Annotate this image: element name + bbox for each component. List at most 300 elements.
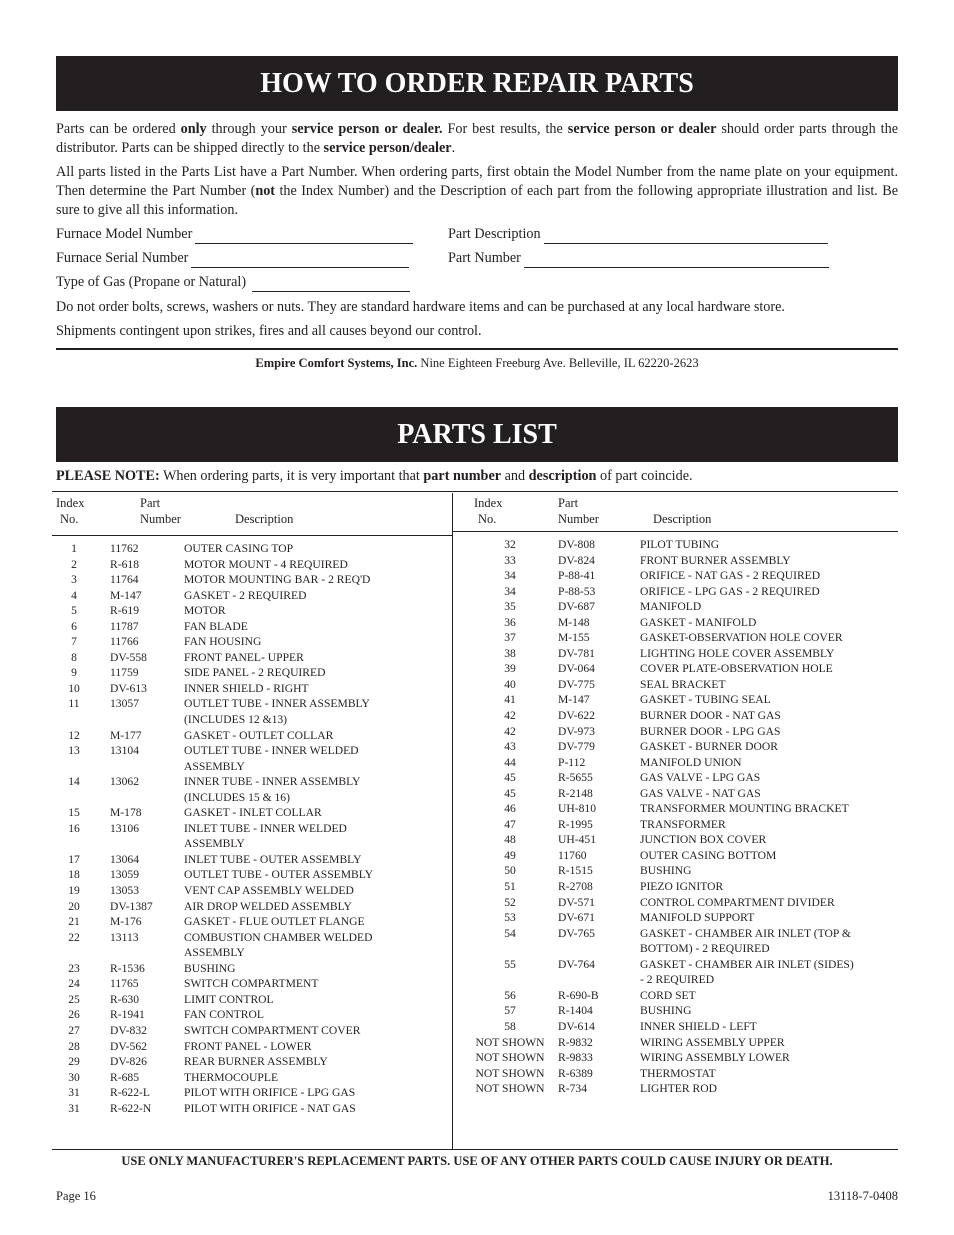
description-cell: ASSEMBLY [184, 759, 245, 773]
table-row [56, 930, 399, 946]
table-row [472, 615, 880, 631]
order-paragraph-2 [56, 163, 898, 220]
description-cell: BURNER DOOR - NAT GAS [640, 709, 781, 723]
index-cell: 39 [504, 662, 516, 676]
index-cell: 19 [68, 884, 80, 898]
table-row [472, 770, 880, 786]
part-number-cell: P-112 [558, 755, 586, 769]
part-number-cell: M-176 [110, 915, 142, 929]
index-cell: 18 [68, 868, 80, 882]
part-number-cell: M-178 [110, 806, 142, 820]
order-paragraph-4: Shipments contingent upon strikes, fires and all causes beyond our control. [56, 323, 482, 339]
part-number-cell: DV-064 [558, 662, 595, 676]
section-divider [56, 348, 898, 350]
part-number-cell: R-630 [110, 992, 139, 1006]
table-row [472, 863, 880, 879]
part-number-cell [92, 836, 184, 852]
part-number-cell: DV-775 [558, 677, 595, 691]
bold-text: description [528, 468, 597, 484]
table-row [56, 961, 399, 977]
right-index-header-line2: No. [478, 512, 497, 526]
part-number-cell: R-6389 [558, 1066, 593, 1080]
description-cell: ASSEMBLY [184, 837, 245, 851]
part-number-cell: M-147 [110, 588, 142, 602]
part-number-cell: M-148 [558, 615, 590, 629]
part-number-cell: 11759 [110, 666, 139, 680]
left-header-rule [52, 535, 452, 536]
description-cell: COVER PLATE-OBSERVATION HOLE [640, 662, 833, 676]
table-row [56, 603, 399, 619]
index-cell [472, 972, 548, 988]
table-row [56, 1007, 399, 1023]
column-divider [452, 493, 453, 1149]
right-header-rule [453, 531, 898, 532]
bold-text: service person or dealer [567, 121, 717, 137]
table-row [56, 712, 399, 728]
table-row [56, 852, 399, 868]
table-row [56, 867, 399, 883]
description-cell: (INCLUDES 15 & 16) [184, 790, 290, 804]
part-description-field[interactable] [448, 225, 828, 244]
bold-text: service person/dealer [323, 140, 452, 156]
description-cell: CONTROL COMPARTMENT DIVIDER [640, 895, 835, 909]
table-row [472, 646, 880, 662]
part-number-cell [92, 945, 184, 961]
index-cell: 25 [68, 992, 80, 1006]
part-number-cell: DV-671 [558, 911, 595, 925]
description-cell: AIR DROP WELDED ASSEMBLY [184, 899, 352, 913]
part-number-cell: R-1995 [558, 817, 593, 831]
right-index-header [474, 495, 502, 527]
bold-text: PLEASE NOTE: [56, 468, 160, 484]
index-cell: 50 [504, 864, 516, 878]
description-cell: GAS VALVE - LPG GAS [640, 771, 761, 785]
description-cell: SWITCH COMPARTMENT COVER [184, 1023, 361, 1037]
part-number-blank[interactable] [524, 255, 829, 268]
index-cell: 40 [504, 677, 516, 691]
index-cell: 15 [68, 806, 80, 820]
left-part-header [140, 495, 181, 527]
text-run: should order parts through the distributor. Parts can be shipped directly to the [56, 121, 898, 156]
index-cell: 56 [504, 988, 516, 1002]
index-cell: 31 [68, 1101, 80, 1115]
index-cell: 41 [504, 693, 516, 707]
part-number-cell: DV-558 [110, 650, 147, 664]
description-cell: MANIFOLD SUPPORT [640, 911, 755, 925]
table-row [472, 739, 880, 755]
document-number: 13118-7-0408 [827, 1189, 898, 1203]
description-cell: ORIFICE - LPG GAS - 2 REQUIRED [640, 584, 820, 598]
bold-text: not [255, 183, 276, 199]
table-row [56, 759, 399, 775]
description-cell: LIGHTER ROD [640, 1082, 717, 1096]
gas-type-blank[interactable] [252, 279, 410, 292]
table-row [56, 572, 399, 588]
table-row [472, 926, 880, 942]
serial-number-blank[interactable] [191, 255, 409, 268]
description-cell: FAN CONTROL [184, 1008, 264, 1022]
index-cell: 5 [71, 604, 77, 618]
part-number-cell [92, 759, 184, 775]
part-number-cell: 11762 [110, 542, 139, 555]
index-cell: 3 [71, 573, 77, 587]
part-number-field[interactable] [448, 249, 829, 268]
index-cell: 32 [504, 538, 516, 551]
index-cell: 12 [68, 728, 80, 742]
table-row [472, 972, 880, 988]
table-row [56, 1085, 399, 1101]
part-number-cell: R-734 [558, 1082, 587, 1096]
description-cell: WIRING ASSEMBLY UPPER [640, 1035, 785, 1049]
description-cell: GASKET - CHAMBER AIR INLET (SIDES) [640, 957, 854, 971]
index-cell: 2 [71, 557, 77, 571]
part-number-cell: 13106 [110, 821, 139, 835]
description-cell: INLET TUBE - INNER WELDED [184, 821, 347, 835]
table-row [56, 883, 399, 899]
part-number-cell: P-88-53 [558, 584, 596, 598]
part-number-cell [548, 941, 640, 957]
table-row [56, 899, 399, 915]
bold-text: part number [423, 468, 502, 484]
index-cell: 36 [504, 615, 516, 629]
part-number-label: Part Number [448, 250, 521, 266]
table-row [56, 805, 399, 821]
description-cell: GASKET - INLET COLLAR [184, 806, 322, 820]
bold-text: service person or dealer. [291, 121, 443, 137]
part-number-cell [548, 972, 640, 988]
table-row [472, 599, 880, 615]
index-cell: 21 [68, 915, 80, 929]
part-number-cell: R-622-N [110, 1101, 152, 1115]
part-number-cell: 11765 [110, 977, 139, 991]
part-number-cell: 13059 [110, 868, 139, 882]
part-number-cell: R-9832 [558, 1035, 593, 1049]
right-description-header-text: Description [653, 512, 712, 526]
table-row [56, 619, 399, 635]
part-number-cell: R-618 [110, 557, 139, 571]
table-row [472, 661, 880, 677]
part-number-cell: R-619 [110, 604, 139, 618]
table-row [472, 537, 880, 553]
gas-type-field[interactable] [56, 273, 410, 292]
description-cell: GASKET - OUTLET COLLAR [184, 728, 334, 742]
index-cell: 33 [504, 553, 516, 567]
description-cell: OUTLET TUBE - OUTER ASSEMBLY [184, 868, 374, 882]
table-row [56, 774, 399, 790]
description-cell: GASKET-OBSERVATION HOLE COVER [640, 631, 843, 645]
index-cell: 31 [68, 1086, 80, 1100]
index-cell: 26 [68, 1008, 80, 1022]
part-number-cell: 11766 [110, 635, 139, 649]
part-number-cell: DV-614 [558, 1019, 595, 1033]
description-cell: BUSHING [640, 864, 692, 878]
description-cell: THERMOCOUPLE [184, 1070, 279, 1084]
table-row [472, 1019, 880, 1035]
table-row [56, 541, 399, 557]
right-part-header-line2: Number [558, 512, 599, 526]
index-cell [56, 759, 92, 775]
index-cell: 9 [71, 666, 77, 680]
left-index-header-line1: Index [56, 496, 85, 510]
description-cell: FAN HOUSING [184, 635, 262, 649]
table-row [472, 677, 880, 693]
table-row [56, 743, 399, 759]
right-parts-list [472, 537, 880, 1097]
description-cell: SIDE PANEL - 2 REQUIRED [184, 666, 326, 680]
index-cell: 45 [504, 771, 516, 785]
description-cell: GASKET - TUBING SEAL [640, 693, 771, 707]
description-cell: LIGHTING HOLE COVER ASSEMBLY [640, 646, 835, 660]
description-cell: ASSEMBLY [184, 946, 245, 960]
index-cell: 17 [68, 852, 80, 866]
index-cell: 42 [504, 709, 516, 723]
description-cell: REAR BURNER ASSEMBLY [184, 1055, 328, 1069]
part-number-cell: M-155 [558, 631, 590, 645]
table-row [56, 914, 399, 930]
part-number-cell: DV-781 [558, 646, 595, 660]
description-cell: FRONT BURNER ASSEMBLY [640, 553, 791, 567]
description-cell: GASKET - BURNER DOOR [640, 740, 778, 754]
part-number-cell: DV-764 [558, 957, 595, 971]
part-number-cell: DV-571 [558, 895, 595, 909]
description-cell: FAN BLADE [184, 619, 248, 633]
description-cell: GASKET - CHAMBER AIR INLET (TOP & [640, 926, 851, 940]
index-cell: 16 [68, 821, 80, 835]
left-description-header [235, 511, 293, 527]
parts-list-title: PARTS LIST [56, 407, 898, 462]
index-cell: 44 [504, 755, 516, 769]
company-address: Nine Eighteen Freeburg Ave. Belleville, IL 62220-2623 [417, 356, 699, 370]
part-number-cell: M-147 [558, 693, 590, 707]
description-cell: OUTLET TUBE - INNER WELDED [184, 744, 359, 758]
model-number-field[interactable] [56, 225, 413, 244]
table-row [472, 724, 880, 740]
index-cell [56, 790, 92, 806]
description-cell: MOTOR MOUNTING BAR - 2 REQ'D [184, 573, 371, 587]
model-number-blank[interactable] [195, 231, 413, 244]
description-cell: INLET TUBE - OUTER ASSEMBLY [184, 852, 362, 866]
right-index-header-line1: Index [474, 496, 503, 510]
table-row [472, 957, 880, 973]
part-number-cell: DV-622 [558, 709, 595, 723]
table-row [56, 681, 399, 697]
index-cell: NOT SHOWN [475, 1082, 545, 1096]
description-cell: INNER SHIELD - LEFT [640, 1019, 757, 1033]
description-cell: INNER TUBE - INNER ASSEMBLY [184, 775, 361, 789]
index-cell: NOT SHOWN [475, 1051, 545, 1065]
text-run: through your [206, 121, 292, 137]
description-cell: MANIFOLD UNION [640, 755, 742, 769]
index-cell [56, 836, 92, 852]
please-note [56, 468, 693, 485]
table-row [56, 790, 399, 806]
part-number-cell: R-685 [110, 1070, 139, 1084]
description-cell: COMBUSTION CHAMBER WELDED [184, 930, 373, 944]
index-cell: 20 [68, 899, 80, 913]
text-run: . [451, 140, 456, 156]
index-cell: 29 [68, 1055, 80, 1069]
index-cell: 54 [504, 926, 516, 940]
description-cell: GASKET - 2 REQUIRED [184, 588, 307, 602]
index-cell: 45 [504, 786, 516, 800]
table-row [56, 1101, 399, 1117]
part-number-cell [92, 790, 184, 806]
table-row [472, 584, 880, 600]
table-row [56, 1070, 399, 1086]
company-line [56, 356, 898, 371]
part-number-cell: R-1941 [110, 1008, 145, 1022]
index-cell: 55 [504, 957, 516, 971]
part-number-cell: R-2148 [558, 786, 593, 800]
table-row [472, 786, 880, 802]
text-run: When ordering parts, it is very important that [159, 468, 424, 484]
index-cell: 13 [68, 744, 80, 758]
serial-number-label: Furnace Serial Number [56, 250, 189, 266]
description-cell: PILOT TUBING [640, 538, 720, 551]
part-number-cell: DV-613 [110, 681, 147, 695]
description-cell: MOTOR MOUNT - 4 REQUIRED [184, 557, 348, 571]
index-cell: 7 [71, 635, 77, 649]
description-cell: (INCLUDES 12 &13) [184, 713, 288, 727]
table-row [56, 836, 399, 852]
table-row [472, 1003, 880, 1019]
index-cell: 28 [68, 1039, 80, 1053]
index-cell: NOT SHOWN [475, 1066, 545, 1080]
table-row [56, 976, 399, 992]
index-cell: 43 [504, 740, 516, 754]
index-cell [56, 945, 92, 961]
part-number-cell: DV-1387 [110, 899, 153, 913]
part-description-label: Part Description [448, 226, 541, 242]
table-row [472, 895, 880, 911]
description-cell: TRANSFORMER MOUNTING BRACKET [640, 802, 849, 816]
table-row [56, 665, 399, 681]
description-cell: LIMIT CONTROL [184, 992, 274, 1006]
order-paragraph-1 [56, 120, 898, 158]
description-cell: BUSHING [640, 1004, 692, 1018]
description-cell: JUNCTION BOX COVER [640, 833, 767, 847]
index-cell [56, 712, 92, 728]
description-cell: PILOT WITH ORIFICE - NAT GAS [184, 1101, 356, 1115]
table-row [56, 588, 399, 604]
bold-text: only [180, 121, 207, 137]
text-run: All parts listed in the Parts List have a Part Number. When ordering parts, first obtain the Model Number from the name plate on your equipment. Then determine the Part Number ( [56, 164, 898, 199]
description-cell: SEAL BRACKET [640, 677, 726, 691]
warning-text: USE ONLY MANUFACTURER'S REPLACEMENT PARTS. USE OF ANY OTHER PARTS COULD CAUSE INJURY OR DEATH. [121, 1154, 833, 1168]
index-cell: 57 [504, 1004, 516, 1018]
index-cell: NOT SHOWN [475, 1035, 545, 1049]
table-row [472, 941, 880, 957]
index-cell: 42 [504, 724, 516, 738]
part-number-cell: 13113 [110, 930, 139, 944]
table-row [472, 801, 880, 817]
index-cell: 30 [68, 1070, 80, 1084]
table-row [56, 728, 399, 744]
text-run: For best results, the [442, 121, 568, 137]
serial-number-field[interactable] [56, 249, 409, 268]
table-row [56, 821, 399, 837]
description-cell: GASKET - MANIFOLD [640, 615, 757, 629]
part-number-cell: DV-973 [558, 724, 595, 738]
index-cell: 34 [504, 569, 516, 583]
description-cell: PIEZO IGNITOR [640, 880, 724, 894]
part-number-cell: DV-832 [110, 1023, 147, 1037]
description-cell: WIRING ASSEMBLY LOWER [640, 1051, 790, 1065]
description-cell: SWITCH COMPARTMENT [184, 977, 319, 991]
table-row [472, 817, 880, 833]
description-cell: OUTLET TUBE - INNER ASSEMBLY [184, 697, 370, 711]
index-cell: 49 [504, 848, 516, 862]
table-row [472, 1035, 880, 1051]
description-cell: MOTOR [184, 604, 226, 618]
description-cell: MANIFOLD [640, 600, 702, 614]
index-cell: 22 [68, 930, 80, 944]
text-run: and [501, 468, 529, 484]
table-row [472, 692, 880, 708]
part-number-cell: UH-451 [558, 833, 596, 847]
description-cell: BURNER DOOR - LPG GAS [640, 724, 781, 738]
table-row [56, 696, 399, 712]
description-cell: ORIFICE - NAT GAS - 2 REQUIRED [640, 569, 821, 583]
table-row [56, 1039, 399, 1055]
part-number-cell: DV-826 [110, 1055, 147, 1069]
index-cell: 24 [68, 977, 80, 991]
index-cell: 10 [68, 681, 80, 695]
index-cell: 14 [68, 775, 80, 789]
left-parts-list [56, 541, 399, 1116]
part-number-cell: DV-779 [558, 740, 595, 754]
table-row [472, 1066, 880, 1082]
index-cell: 51 [504, 880, 516, 894]
left-part-header-line2: Number [140, 512, 181, 526]
table-bottom-rule [52, 1149, 898, 1150]
part-number-cell: P-88-41 [558, 569, 596, 583]
part-number-cell: R-1536 [110, 961, 145, 975]
model-number-label: Furnace Model Number [56, 226, 193, 242]
part-number-cell: 13104 [110, 744, 139, 758]
left-index-header-line2: No. [60, 512, 79, 526]
index-cell: 6 [71, 619, 77, 633]
index-cell: 52 [504, 895, 516, 909]
company-name: Empire Comfort Systems, Inc. [255, 356, 418, 370]
text-run: of part coincide. [596, 468, 693, 484]
description-cell: GASKET - FLUE OUTLET FLANGE [184, 915, 365, 929]
index-cell: 47 [504, 817, 516, 831]
part-number-cell: 11787 [110, 619, 139, 633]
table-row [472, 910, 880, 926]
table-row [472, 848, 880, 864]
part-description-blank[interactable] [544, 231, 828, 244]
part-number-cell: UH-810 [558, 802, 596, 816]
part-number-cell: R-5655 [558, 771, 593, 785]
description-cell: FRONT PANEL- UPPER [184, 650, 304, 664]
index-cell: 35 [504, 600, 516, 614]
part-number-cell: M-177 [110, 728, 142, 742]
part-number-cell: DV-687 [558, 600, 595, 614]
table-row [472, 879, 880, 895]
table-row [472, 568, 880, 584]
text-run: Parts can be ordered [56, 121, 181, 137]
part-number-cell: DV-562 [110, 1039, 147, 1053]
table-row [56, 650, 399, 666]
table-row [472, 708, 880, 724]
part-number-cell: DV-808 [558, 538, 595, 551]
table-row [56, 1023, 399, 1039]
index-cell: 8 [71, 650, 77, 664]
index-cell: 23 [68, 961, 80, 975]
left-part-header-line1: Part [140, 496, 161, 510]
text-run: the Index Number) and the Description of each part from the following appropriate illustration and list. Be sure to give all this information. [56, 183, 899, 218]
